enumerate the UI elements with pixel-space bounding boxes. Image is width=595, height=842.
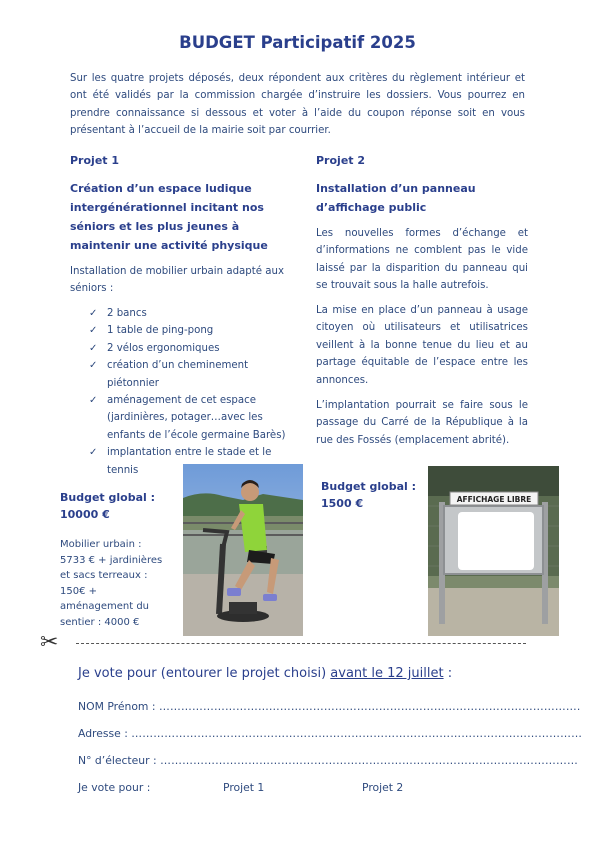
choice-label: Je vote pour : — [78, 781, 151, 794]
project2-budget-value: 1500 € — [321, 497, 364, 510]
project2-paragraph-2: La mise en place d’un panneau à usage citoyen où utilisateurs et utilisatrices veillent à la bonne tenue du lieu et au partage équitable de l’espace entre les annonces. — [316, 305, 528, 386]
check-icon: ✓ — [89, 447, 98, 459]
exercise-bike-photo — [183, 464, 303, 636]
name-field[interactable]: NOM Prénom : ……………………………………………………………………………………………………. — [78, 700, 581, 713]
check-icon: ✓ — [89, 308, 98, 319]
list-item: ✓ 1 table de ping-pong — [89, 322, 289, 339]
project1-description: Installation de mobilier urbain adapté aux séniors : — [70, 266, 284, 295]
vote-heading: Je vote pour (entourer le projet choisi) avant le 12 juillet : — [78, 666, 453, 681]
page-title: BUDGET Participatif 2025 — [179, 33, 416, 52]
project1-items — [89, 305, 289, 479]
list-item: ✓ implantation entre le stade et le tennis — [89, 444, 289, 479]
project1-title: Création d’un espace ludique intergénérationnel incitant nos séniors et les plus jeunes à maintenir une activité physique — [70, 182, 268, 252]
project1-breakdown: Mobilier urbain : 5733 € + jardinières et sacs terreaux : 150€ + aménagement du sentier : 4000 € — [60, 539, 163, 628]
list-item: ✓ aménagement de cet espace (jardinières, potager…avec les enfants de l’école germaine Barès) — [89, 392, 289, 444]
choice-project-1[interactable]: Projet 1 — [223, 781, 265, 794]
check-icon: ✓ — [89, 395, 98, 407]
sign-label: AFFICHAGE LIBRE — [456, 495, 532, 504]
project2-paragraph-1: Les nouvelles formes d’échange et d’informations ne comblent pas le vide laissé par la disparition du panneau qui se trouvait sous la halle autrefois. — [316, 228, 528, 292]
check-icon: ✓ — [89, 325, 98, 337]
project2-budget-label: Budget global : — [321, 480, 417, 493]
project2-budget — [321, 478, 421, 512]
address-field[interactable]: Adresse : …………………………………………………………………………………………………………… — [78, 727, 583, 740]
list-item: ✓ création d’un cheminement piétonnier — [89, 357, 289, 392]
notice-board-photo — [428, 466, 559, 636]
choice-project-2[interactable]: Projet 2 — [362, 781, 404, 794]
project1-budget — [60, 489, 170, 523]
check-icon: ✓ — [89, 360, 98, 372]
project1-budget-label: Budget global : — [60, 491, 156, 504]
voter-number-field[interactable]: N° d’électeur : …………………………………………………………………………………………………… — [78, 754, 578, 767]
project2-paragraph-3: L’implantation pourrait se faire sous le passage du Carré de la République à la rue des Fossés (emplacement abrité). — [316, 400, 528, 446]
intro-paragraph: Sur les quatre projets déposés, deux répondent aux critères du règlement intérieur et ont été validés par la commission chargée d’instruire les dossiers. Vous pourrez en prendre connaissance si dessous et voter à l’aide du coupon réponse soit en vous présentant à l’accueil de la mairie soit par courrier. — [70, 73, 525, 137]
cut-line — [76, 643, 526, 644]
project1-heading: Projet 1 — [70, 154, 120, 167]
list-item: ✓ 2 bancs — [89, 305, 289, 322]
project2-heading: Projet 2 — [316, 154, 366, 167]
list-item: ✓ 2 vélos ergonomiques — [89, 340, 289, 357]
vote-deadline: avant le 12 juillet — [330, 666, 444, 681]
project1-budget-value: 10000 € — [60, 508, 110, 521]
check-icon: ✓ — [89, 342, 98, 354]
project2-title: Installation d’un panneau d’affichage public — [316, 182, 476, 214]
scissors-icon: ✂ — [40, 630, 59, 655]
